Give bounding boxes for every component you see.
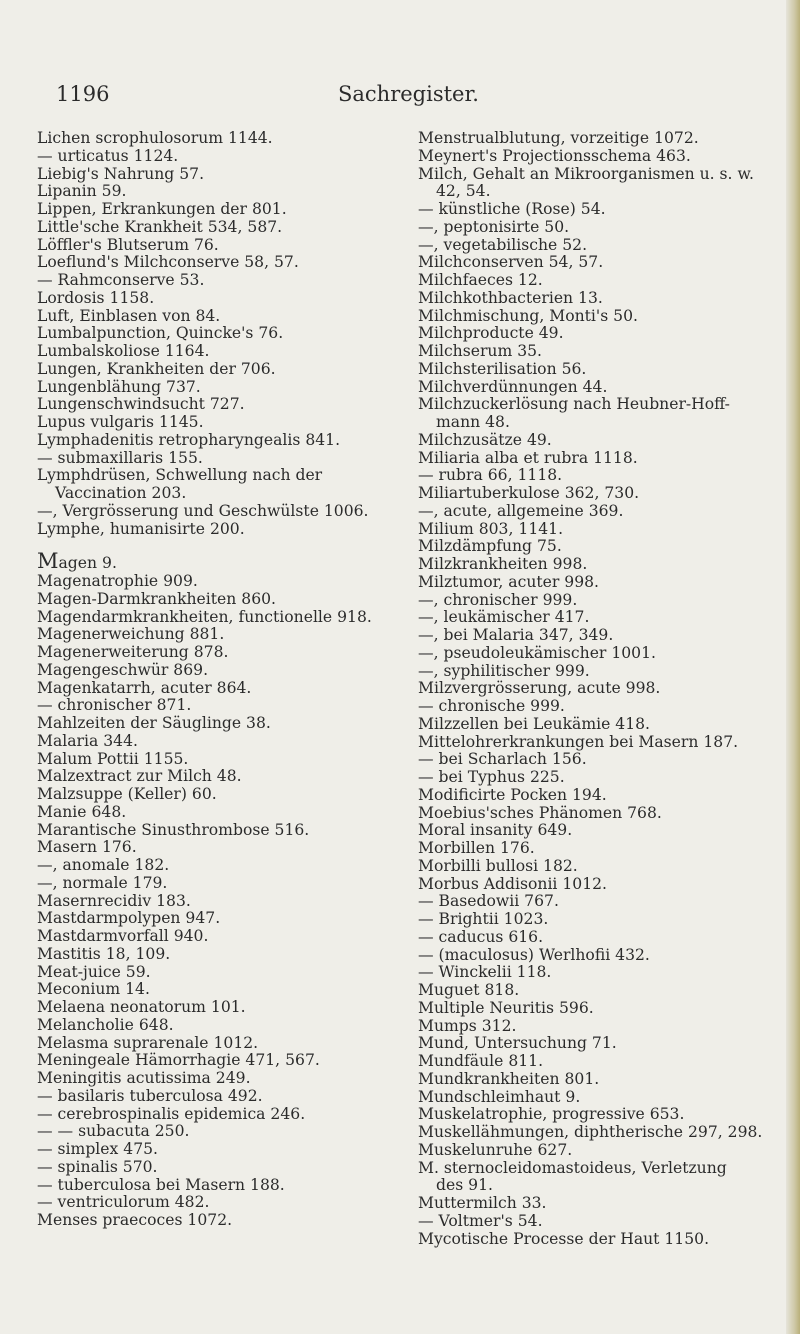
index-entry: Milzvergrösserung, acute 998. (418, 679, 661, 698)
index-entry: Magen-Darmkrankheiten 860. (37, 589, 276, 608)
index-entry: — urticatus 1124. (37, 146, 179, 165)
index-entry: —, vegetabilische 52. (418, 235, 588, 254)
index-entry: Milchsterilisation 56. (418, 359, 587, 378)
index-entry: Lumbalskoliose 1164. (37, 342, 210, 360)
index-entry: Milzdämpfung 75. (418, 537, 562, 556)
index-entry: Moral insanity 649. (418, 821, 573, 840)
index-entry: Milchproducte 49. (418, 324, 564, 343)
index-entry: — — subacuta 250. (37, 1122, 190, 1141)
index-entry: Milium 803, 1141. (418, 519, 564, 538)
index-entry: Magenerweiterung 878. (37, 643, 229, 661)
index-entry: Moebius'sches Phänomen 768. (418, 803, 662, 822)
index-entry: 42, 54. (436, 182, 491, 201)
index-entry: — cerebrospinalis epidemica 246. (37, 1104, 306, 1123)
index-entry: Muttermilch 33. (418, 1194, 547, 1212)
index-entry: — Brightii 1023. (418, 910, 549, 928)
index-entry: Milchconserven 54, 57. (418, 253, 604, 272)
index-entry: Menstrualblutung, vorzeitige 1072. (418, 129, 699, 147)
index-entry: —, anomale 182. (37, 856, 170, 874)
index-entry: Mittelohrerkrankungen bei Masern 187. (418, 732, 739, 751)
index-entry: Mastdarmpolypen 947. (37, 909, 221, 928)
index-entry: Miliartuberkulose 362, 730. (418, 484, 640, 502)
index-entry: — caducus 616. (418, 927, 544, 946)
index-entry: Lippen, Erkrankungen der 801. (37, 200, 287, 218)
index-entry: Magenerweichung 881. (37, 625, 225, 644)
index-entry: Lichen scrophulosorum 1144. (37, 129, 273, 147)
index-entry: Lipanin 59. (37, 182, 127, 201)
index-entry: Mundfäule 811. (418, 1052, 544, 1070)
index-entry: Lymphdrüsen, Schwellung nach der (37, 466, 323, 485)
index-entry: — Basedowii 767. (418, 892, 559, 911)
index-entry: — Voltmer's 54. (418, 1211, 543, 1230)
index-entry: Meat-juice 59. (37, 962, 151, 981)
index-entry: Mycotische Processe der Haut 1150. (418, 1229, 710, 1248)
index-entry: Lymphadenitis retropharyngealis 841. (37, 430, 341, 449)
index-entry: Menses praecoces 1072. (37, 1211, 233, 1229)
index-entry: —, bei Malaria 347, 349. (418, 626, 614, 644)
index-column-right (418, 130, 788, 1248)
index-entry: Mumps 312. (418, 1016, 517, 1035)
index-entry: des 91. (436, 1176, 493, 1195)
index-entry: Milchserum 35. (418, 342, 542, 360)
index-entry: Mahlzeiten der Säuglinge 38. (37, 714, 271, 732)
index-entry: — rubra 66, 1118. (418, 466, 563, 485)
page-number: 1196 (56, 82, 110, 106)
index-entry: Milch, Gehalt an Mikroorganismen u. s. w. (418, 164, 754, 183)
index-entry: —, peptonisirte 50. (418, 217, 570, 236)
index-entry: Magenkatarrh, acuter 864. (37, 678, 252, 697)
index-entry: —, syphilitischer 999. (418, 661, 590, 680)
index-entry: — bei Scharlach 156. (418, 750, 587, 769)
index-entry: mann 48. (436, 413, 510, 431)
index-entry: — basilaris tuberculosa 492. (37, 1086, 263, 1105)
index-entry: —, pseudoleukämischer 1001. (418, 643, 656, 662)
index-entry: Mastitis 18, 109. (37, 944, 171, 963)
index-entry: Milztumor, acuter 998. (418, 572, 599, 591)
index-entry: M. sternocleidomastoideus, Verletzung (418, 1158, 727, 1177)
index-entry: Milchverdünnungen 44. (418, 377, 608, 396)
index-entry: Milzzellen bei Leukämie 418. (418, 714, 651, 733)
index-entry: Lupus vulgaris 1145. (37, 413, 204, 431)
index-entry: — spinalis 570. (37, 1157, 158, 1176)
index-entry: Meconium 14. (37, 980, 150, 999)
index-entry: Milchzuckerlösung nach Heubner-Hoff- (418, 395, 730, 414)
index-entry: Lumbalpunction, Quincke's 76. (37, 324, 284, 343)
index-entry: Meynert's Projectionsschema 463. (418, 146, 691, 165)
index-entry: Lordosis 1158. (37, 288, 155, 307)
index-entry: Muskellähmungen, diphtherische 297, 298. (418, 1123, 763, 1141)
index-entry: Malzsuppe (Keller) 60. (37, 785, 217, 803)
index-entry: — (maculosus) Werlhofii 432. (418, 945, 650, 964)
index-entry: Masernrecidiv 183. (37, 891, 191, 910)
index-entry: Muskelunruhe 627. (418, 1140, 573, 1159)
index-entry: Milchmischung, Monti's 50. (418, 306, 638, 325)
index-entry: Muguet 818. (418, 981, 520, 999)
index-entry: — simplex 475. (37, 1140, 158, 1158)
index-entry: Miliaria alba et rubra 1118. (418, 448, 638, 467)
index-entry: Milchfaeces 12. (418, 271, 543, 289)
index-entry: Malaria 344. (37, 731, 138, 750)
index-entry: — ventriculorum 482. (37, 1193, 210, 1212)
index-entry: —, chronischer 999. (418, 590, 578, 609)
index-entry: Magendarmkrankheiten, functionelle 918. (37, 607, 372, 626)
index-entry: Löffler's Blutserum 76. (37, 235, 219, 254)
index-entry: —, Vergrösserung und Geschwülste 1006. (37, 501, 369, 520)
index-entry: —, leukämischer 417. (418, 608, 590, 627)
index-entry: Morbilli bullosi 182. (418, 856, 578, 875)
index-entry: Lungen, Krankheiten der 706. (37, 359, 276, 378)
index-entry: Modificirte Pocken 194. (418, 785, 607, 804)
index-entry: — Winckelii 118. (418, 963, 552, 982)
page-edge (786, 0, 800, 1334)
index-entry: Morbillen 176. (418, 839, 535, 857)
index-entry: Lymphe, humanisirte 200. (37, 519, 245, 538)
index-entry: Lungenschwindsucht 727. (37, 395, 245, 414)
index-entry: Luft, Einblasen von 84. (37, 306, 221, 325)
index-entry: Milchzusätze 49. (418, 430, 552, 449)
index-entry: Lungenblähung 737. (37, 377, 201, 396)
index-entry: Marantische Sinusthrombose 516. (37, 820, 310, 839)
index-entry: Loeflund's Milchconserve 58, 57. (37, 253, 299, 272)
index-entry: — chronischer 871. (37, 696, 192, 715)
index-entry: — künstliche (Rose) 54. (418, 200, 606, 218)
page-header (0, 82, 800, 112)
index-entry: Meningeale Hämorrhagie 471, 567. (37, 1051, 320, 1070)
index-entry: Morbus Addisonii 1012. (418, 874, 608, 893)
index-column-left (37, 130, 407, 1230)
index-entry: Manie 648. (37, 802, 127, 821)
index-entry: Mundkrankheiten 801. (418, 1069, 600, 1088)
index-entry: — tuberculosa bei Masern 188. (37, 1175, 285, 1194)
running-title: Sachregister. (338, 82, 479, 106)
index-entry: Little'sche Krankheit 534, 587. (37, 217, 283, 236)
index-entry: — submaxillaris 155. (37, 448, 203, 467)
index-entry: Mund, Untersuchung 71. (418, 1034, 617, 1053)
index-entry: Melasma suprarenale 1012. (37, 1033, 259, 1052)
index-entry: Meningitis acutissima 249. (37, 1069, 251, 1087)
index-entry: Mastdarmvorfall 940. (37, 927, 209, 945)
index-entry: Mundschleimhaut 9. (418, 1087, 581, 1106)
index-entry: — chronische 999. (418, 697, 565, 715)
index-entry: Masern 176. (37, 838, 137, 857)
index-entry: Vaccination 203. (55, 484, 187, 502)
index-entry: Melaena neonatorum 101. (37, 998, 246, 1016)
index-entry: Melancholie 648. (37, 1015, 174, 1034)
index-entry: Liebig's Nahrung 57. (37, 164, 205, 183)
index-entry: Multiple Neuritis 596. (418, 998, 594, 1017)
index-entry: Malum Pottii 1155. (37, 749, 189, 768)
index-entry: — bei Typhus 225. (418, 768, 565, 786)
index-entry: Muskelatrophie, progressive 653. (418, 1105, 685, 1124)
index-entry: Milchkothbacterien 13. (418, 288, 603, 307)
index-entry: Magenatrophie 909. (37, 572, 198, 590)
index-entry: —, acute, allgemeine 369. (418, 501, 624, 520)
index-entry: Milzkrankheiten 998. (418, 555, 588, 573)
index-entry: Magen 9. (37, 549, 117, 574)
index-entry: Magengeschwür 869. (37, 660, 209, 679)
index-entry: Malzextract zur Milch 48. (37, 767, 242, 786)
index-entry: — Rahmconserve 53. (37, 271, 205, 289)
index-entry: —, normale 179. (37, 873, 168, 892)
